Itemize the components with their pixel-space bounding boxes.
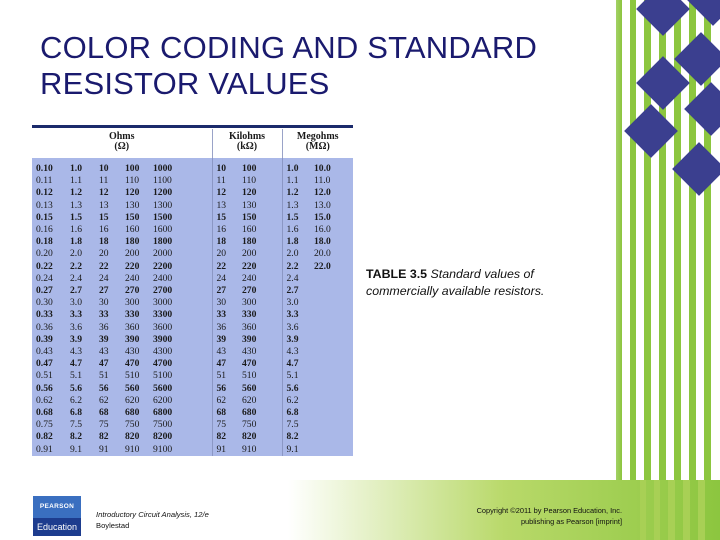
table-cell	[310, 309, 353, 321]
resistor-table-panel	[32, 125, 353, 459]
table-cell: 240	[125, 272, 140, 284]
table-cell	[310, 322, 353, 334]
table-cell: 560	[242, 382, 257, 394]
table-cell: 1.3	[70, 199, 82, 211]
table-cell	[310, 395, 353, 407]
table-cell: 620	[125, 394, 140, 406]
table-cell: 0.22	[36, 260, 53, 272]
header-megohms-unit: (MΩ)	[305, 141, 330, 152]
table-cell: 1.0	[70, 163, 82, 174]
table-cell: 1.6	[282, 224, 310, 236]
table-cell: 6.2	[70, 394, 82, 406]
table-cell: 3.6	[70, 321, 82, 333]
table-cell: 9.1	[70, 443, 82, 455]
table-cell: 43	[212, 346, 238, 358]
table-cell: 5100	[153, 370, 173, 382]
table-cell: 62	[99, 394, 109, 406]
table-cell: 470	[242, 358, 257, 370]
table-cell: 43	[99, 346, 109, 358]
table-cell: 3.6	[282, 322, 310, 334]
table-cell: 1.1	[70, 175, 82, 187]
table-cell: 0.47	[36, 358, 53, 370]
table-cell: 680	[125, 407, 140, 419]
table-row	[32, 248, 353, 260]
table-row	[32, 431, 353, 443]
table-row	[32, 419, 353, 431]
table-cell: 2.4	[282, 273, 310, 285]
table-cell: 3.3	[70, 309, 82, 321]
table-cell: 2.4	[70, 272, 82, 284]
table-cell: 1.2	[70, 187, 82, 199]
table-cell: 110	[125, 175, 140, 187]
table-cell: 8.2	[70, 431, 82, 443]
table-cell: 0.27	[36, 285, 53, 297]
table-cell: 20.0	[314, 248, 331, 260]
table-cell: 51	[212, 370, 238, 382]
table-row	[32, 407, 353, 419]
header-ohms	[32, 129, 212, 158]
table-cell: 18.0	[314, 236, 331, 248]
table-cell: 1.2	[282, 187, 310, 199]
table-body	[32, 158, 353, 456]
table-cell: 82	[99, 431, 109, 443]
table-cell: 120	[242, 187, 257, 199]
table-cell: 15.0	[314, 211, 331, 223]
table-cell: 1600	[153, 224, 173, 236]
table-cell: 300	[242, 297, 257, 309]
logo-education: Education	[36, 522, 78, 532]
table-cell: 24	[212, 273, 238, 285]
logo-brand: PEARSON	[33, 496, 81, 518]
table-cell: 3.9	[282, 334, 310, 346]
table-cell: 110	[242, 175, 257, 187]
table-cell: 100	[242, 163, 257, 174]
table-cell: 22.0	[314, 260, 331, 272]
table-cell: 68	[99, 407, 109, 419]
header-kilohms	[212, 129, 282, 158]
table-cell: 200	[125, 248, 140, 260]
table-cell: 56	[212, 383, 238, 395]
table-cell: 1500	[153, 211, 173, 223]
table-cell: 820	[242, 431, 257, 443]
table-cell: 6800	[153, 407, 173, 419]
table-cell: 0.16	[36, 224, 53, 236]
table-cell: 220	[242, 260, 257, 272]
table-cell: 0.75	[36, 419, 53, 431]
table-row	[32, 187, 353, 199]
header-kilohms-name: Kilohms	[228, 131, 266, 142]
table-cell: 9.1	[282, 444, 310, 456]
table-cell: 7500	[153, 419, 173, 431]
table-row	[32, 200, 353, 212]
table-cell: 390	[125, 333, 140, 345]
table-cell: 16	[212, 224, 238, 236]
table-cell	[310, 383, 353, 395]
table-cell: 33	[212, 309, 238, 321]
table-cell: 150	[242, 211, 257, 223]
table-cell: 750	[242, 419, 257, 431]
table-cell	[310, 358, 353, 370]
table-cell: 7.5	[70, 419, 82, 431]
table-cell: 6.8	[282, 407, 310, 419]
table-row	[32, 236, 353, 248]
table-row	[32, 334, 353, 346]
decorative-border	[592, 0, 720, 480]
table-cell: 0.36	[36, 321, 53, 333]
header-ohms-name: Ohms	[108, 131, 135, 142]
table-cell: 3000	[153, 297, 173, 309]
book-title: Introductory Circuit Analysis, 12/e	[96, 510, 209, 519]
table-cell: 6.2	[282, 395, 310, 407]
table-cell: 4300	[153, 346, 173, 358]
table-cell: 750	[125, 419, 140, 431]
pearson-logo	[33, 496, 81, 536]
table-cell: 270	[242, 285, 257, 297]
table-cell: 2.0	[70, 248, 82, 260]
table-cell: 1000	[153, 163, 173, 174]
table-cell: 91	[99, 443, 109, 455]
table-cell	[310, 419, 353, 431]
table-cell: 0.24	[36, 272, 53, 284]
table-cell: 180	[242, 236, 257, 248]
table-cell: 430	[242, 346, 257, 358]
table-cell: 0.56	[36, 382, 53, 394]
table-cell: 10.0	[314, 163, 331, 174]
table-cell	[310, 297, 353, 309]
table-cell: 240	[242, 272, 257, 284]
table-row	[32, 212, 353, 224]
table-top-rule	[32, 125, 353, 128]
table-cell: 910	[125, 443, 140, 455]
table-cell: 0.91	[36, 443, 53, 455]
table-cell: 8.2	[282, 431, 310, 443]
table-cell: 12	[99, 187, 109, 199]
table-cell: 1.5	[282, 212, 310, 224]
table-cell: 5.6	[70, 382, 82, 394]
table-cell: 1800	[153, 236, 173, 248]
table-cell: 13	[99, 199, 109, 211]
table-row	[32, 346, 353, 358]
table-cell: 0.82	[36, 431, 53, 443]
table-cell: 4.3	[282, 346, 310, 358]
table-cell	[310, 444, 353, 456]
table-cell: 2400	[153, 272, 173, 284]
header-kilohms-unit: (kΩ)	[236, 141, 258, 152]
table-cell: 150	[125, 211, 140, 223]
table-row	[32, 285, 353, 297]
table-cell	[310, 273, 353, 285]
table-cell: 39	[212, 334, 238, 346]
table-cell: 1.5	[70, 211, 82, 223]
table-cell: 160	[125, 224, 140, 236]
table-cell: 330	[125, 309, 140, 321]
table-cell: 1100	[153, 175, 172, 187]
table-cell: 1.0	[282, 158, 310, 175]
table-cell: 2.7	[282, 285, 310, 297]
table-cell: 360	[242, 321, 257, 333]
table-cell: 1200	[153, 187, 173, 199]
table-cell	[310, 346, 353, 358]
table-cell: 330	[242, 309, 257, 321]
table-cell: 200	[242, 248, 257, 260]
table-row	[32, 370, 353, 382]
caption-text: Standard values of commercially available resistors.	[366, 267, 545, 298]
table-cell: 6.8	[70, 407, 82, 419]
table-cell: 3.9	[70, 333, 82, 345]
table-cell: 510	[242, 370, 257, 382]
table-cell: 1.6	[70, 224, 82, 236]
table-cell: 0.15	[36, 211, 53, 223]
table-caption	[366, 266, 596, 300]
table-cell: 0.39	[36, 333, 53, 345]
header-megohms	[282, 129, 353, 158]
table-cell: 4.7	[70, 358, 82, 370]
table-cell: 3.3	[282, 309, 310, 321]
table-cell: 13	[212, 200, 238, 212]
table-cell: 56	[99, 382, 109, 394]
table-cell: 2000	[153, 248, 173, 260]
table-cell: 20	[99, 248, 109, 260]
table-cell: 22	[212, 261, 238, 273]
slide-title: COLOR CODING AND STANDARD RESISTOR VALUES	[40, 30, 538, 101]
table-cell: 3.0	[282, 297, 310, 309]
table-cell: 27	[212, 285, 238, 297]
table-cell: 5.6	[282, 383, 310, 395]
table-row	[32, 395, 353, 407]
table-cell: 0.20	[36, 248, 53, 260]
table-cell: 47	[212, 358, 238, 370]
table-cell: 5.1	[282, 370, 310, 382]
table-cell: 8200	[153, 431, 173, 443]
table-cell: 30	[99, 297, 109, 309]
table-cell: 11.0	[314, 175, 331, 187]
table-cell: 4.7	[282, 358, 310, 370]
table-row	[32, 309, 353, 321]
table-cell: 3.0	[70, 297, 82, 309]
table-cell: 0.68	[36, 407, 53, 419]
table-cell: 36	[99, 321, 109, 333]
table-cell: 75	[212, 419, 238, 431]
table-cell: 0.62	[36, 394, 53, 406]
table-cell: 75	[99, 419, 109, 431]
table-cell: 27	[99, 285, 109, 297]
table-cell	[310, 334, 353, 346]
table-cell: 51	[99, 370, 109, 382]
table-cell: 130	[242, 199, 257, 211]
table-cell: 510	[125, 370, 140, 382]
table-cell: 33	[99, 309, 109, 321]
table-cell: 22	[99, 260, 109, 272]
table-cell: 270	[125, 285, 140, 297]
table-cell: 1.8	[282, 236, 310, 248]
table-row	[32, 273, 353, 285]
table-cell: 62	[212, 395, 238, 407]
table-cell: 11	[99, 175, 109, 187]
table-cell: 1.1	[282, 175, 310, 187]
table-row	[32, 297, 353, 309]
table-cell: 4700	[153, 358, 173, 370]
table-cell: 160	[242, 224, 257, 236]
table-cell: 30	[212, 297, 238, 309]
table-cell: 9100	[153, 443, 173, 455]
table-cell: 3300	[153, 309, 173, 321]
header-megohms-name: Megohms	[296, 131, 339, 142]
table-cell: 2.2	[282, 261, 310, 273]
table-row	[32, 175, 353, 187]
table-cell: 2200	[153, 260, 173, 272]
table-cell: 180	[125, 236, 140, 248]
copyright-line1: Copyright ©2011 by Pearson Education, Inc.	[476, 506, 622, 515]
table-cell: 16	[99, 224, 109, 236]
table-cell: 5.1	[70, 370, 82, 382]
header-ohms-unit: (Ω)	[114, 141, 130, 152]
table-cell: 360	[125, 321, 140, 333]
table-cell: 0.18	[36, 236, 53, 248]
table-cell: 10	[99, 163, 109, 174]
table-cell: 0.10	[36, 163, 53, 174]
resistor-values-table	[32, 129, 353, 456]
table-cell: 430	[125, 346, 140, 358]
table-cell: 15	[212, 212, 238, 224]
table-cell: 0.11	[36, 175, 53, 187]
table-cell: 20	[212, 248, 238, 260]
table-cell	[310, 431, 353, 443]
table-cell: 7.5	[282, 419, 310, 431]
table-row	[32, 322, 353, 334]
table-cell: 680	[242, 407, 257, 419]
table-cell: 18	[99, 236, 109, 248]
table-cell: 0.43	[36, 346, 53, 358]
table-cell: 16.0	[314, 224, 331, 236]
table-cell: 82	[212, 431, 238, 443]
copyright-line2: publishing as Pearson [imprint]	[520, 517, 622, 526]
table-cell: 100	[125, 163, 140, 174]
table-cell: 12.0	[314, 187, 331, 199]
table-cell: 39	[99, 333, 109, 345]
table-cell: 130	[125, 199, 140, 211]
table-cell: 2700	[153, 285, 173, 297]
table-cell	[310, 285, 353, 297]
table-cell: 36	[212, 322, 238, 334]
table-cell: 560	[125, 382, 140, 394]
table-row	[32, 224, 353, 236]
table-cell: 6200	[153, 394, 173, 406]
table-header-row	[32, 129, 353, 158]
table-row	[32, 383, 353, 395]
table-cell: 220	[125, 260, 140, 272]
book-author: Boylestad	[96, 521, 130, 530]
table-cell	[310, 370, 353, 382]
table-cell: 5600	[153, 382, 173, 394]
table-cell: 11	[212, 175, 238, 187]
table-cell: 10	[212, 158, 238, 175]
table-cell: 1.3	[282, 200, 310, 212]
table-row	[32, 158, 353, 175]
table-row	[32, 261, 353, 273]
footer-book-info	[96, 509, 209, 531]
table-cell: 2.2	[70, 260, 82, 272]
table-cell: 1300	[153, 199, 173, 211]
footer-copyright	[400, 505, 622, 527]
table-row	[32, 444, 353, 456]
table-cell: 0.33	[36, 309, 53, 321]
caption-label: TABLE 3.5	[366, 267, 428, 281]
table-cell: 12	[212, 187, 238, 199]
table-cell: 620	[242, 394, 257, 406]
table-cell: 120	[125, 187, 140, 199]
table-cell: 18	[212, 236, 238, 248]
table-cell: 390	[242, 333, 257, 345]
table-cell: 13.0	[314, 199, 331, 211]
table-cell: 2.0	[282, 248, 310, 260]
table-cell: 910	[242, 443, 257, 455]
table-cell: 91	[212, 444, 238, 456]
table-cell: 0.30	[36, 297, 53, 309]
table-cell: 3600	[153, 321, 173, 333]
table-cell: 68	[212, 407, 238, 419]
table-cell: 24	[99, 272, 109, 284]
table-cell: 0.12	[36, 187, 53, 199]
table-cell: 2.7	[70, 285, 82, 297]
table-cell: 0.51	[36, 370, 53, 382]
table-cell	[310, 407, 353, 419]
table-cell: 15	[99, 211, 109, 223]
table-cell: 470	[125, 358, 140, 370]
table-cell: 820	[125, 431, 140, 443]
table-cell: 300	[125, 297, 140, 309]
table-cell: 1.8	[70, 236, 82, 248]
table-row	[32, 358, 353, 370]
table-cell: 3900	[153, 333, 173, 345]
table-cell: 0.13	[36, 199, 53, 211]
table-cell: 4.3	[70, 346, 82, 358]
table-cell: 47	[99, 358, 109, 370]
